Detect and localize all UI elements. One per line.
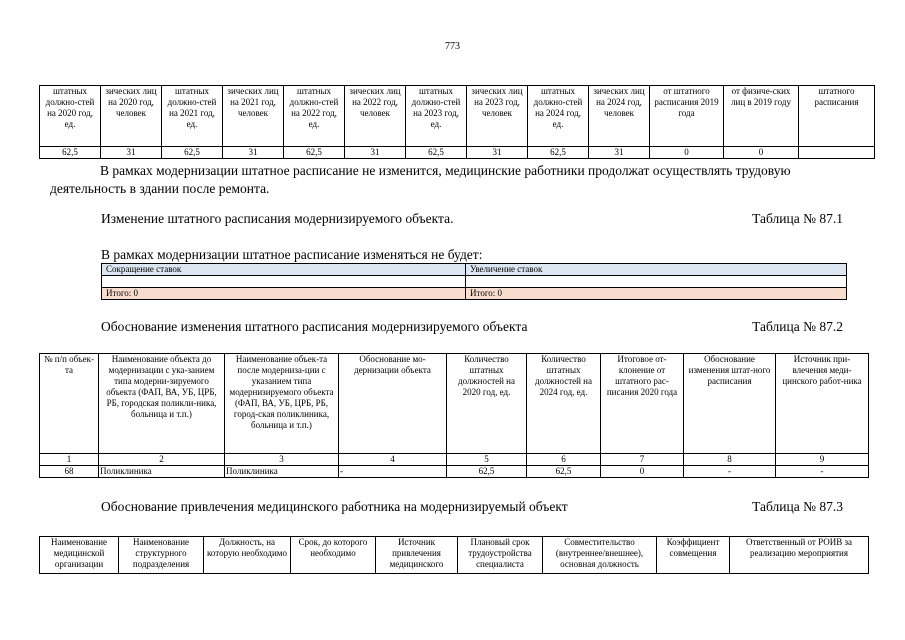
table-row (40, 466, 869, 478)
value-cell: 62,5 (40, 147, 101, 159)
table-label-87-1: Таблица № 87.1 (752, 211, 843, 226)
header-cell: Срок, до которого необходимо (291, 537, 376, 574)
table-label-87-3: Таблица № 87.3 (752, 499, 843, 514)
header-reduction: Сокращение ставок (102, 264, 466, 276)
table-label-87-2: Таблица № 87.2 (752, 319, 843, 334)
value-cell (799, 147, 875, 159)
header-cell: зических лиц на 2020 год, человек (101, 86, 162, 147)
justification-table (39, 353, 869, 478)
recruitment-table (39, 536, 869, 574)
value-cell: 31 (345, 147, 406, 159)
column-number: 8 (684, 454, 776, 466)
header-cell: штатных должно-стей на 2023 год, ед. (406, 86, 467, 147)
empty-cell (102, 276, 466, 288)
header-cell: Источник привлечения медицинского (376, 537, 458, 574)
header-cell: Наименование объек-та после модерниза-ции с указанием типа модернизируемого объекта (ФАП, ВА, УБ, ЦРБ, РБ, город-ская поликлиника, больница и т.п.) (225, 354, 339, 454)
value-cell: 62,5 (162, 147, 223, 159)
statement-no-change: В рамках модернизации штатное расписание изменяться не будет: (101, 247, 483, 262)
section-title-justification: Обоснование изменения штатного расписания модернизируемого объекта (101, 319, 528, 334)
header-cell: зических лиц на 2022 год, человек (345, 86, 406, 147)
column-number: 1 (40, 454, 99, 466)
table-header-row (40, 86, 875, 147)
section-title-staffing-change: Изменение штатного расписания модернизируемого объекта. (101, 211, 454, 226)
value-cell: 0 (724, 147, 799, 159)
header-cell: Коэффициент совмещения (657, 537, 730, 574)
page-number: 773 (445, 41, 460, 52)
positions-2020: 62,5 (447, 466, 527, 478)
positions-2024: 62,5 (527, 466, 601, 478)
column-number: 4 (339, 454, 447, 466)
column-number-row (40, 454, 869, 466)
empty-cell (466, 276, 847, 288)
header-cell: штатного расписания (799, 86, 875, 147)
table-row (40, 147, 875, 159)
value-cell: 62,5 (528, 147, 589, 159)
value-cell: 31 (589, 147, 650, 159)
header-cell: Ответственный от РОИВ за реализацию мероприятия (730, 537, 869, 574)
column-number: 5 (447, 454, 527, 466)
header-cell: Количество штатных должностей на 2024 год, ед. (527, 354, 601, 454)
header-cell: Наименование медицинской организации (40, 537, 119, 574)
header-cell: № п/п объек-та (40, 354, 99, 454)
header-cell: Наименование объекта до модернизации с ука-занием типа модерни-зируемого объекта (ФАП, ВА, УБ, ЦРБ, РБ, городская поликли-ника, больница и т.п.) (99, 354, 225, 454)
object-number: 68 (40, 466, 99, 478)
total-increase: Итого: 0 (466, 288, 847, 300)
table-header-row (40, 537, 869, 574)
header-cell: Наименование структурного подразделения (119, 537, 204, 574)
value-cell: 62,5 (284, 147, 345, 159)
object-after: Поликлиника (225, 466, 339, 478)
value-cell: 0 (650, 147, 724, 159)
value-cell: 31 (101, 147, 162, 159)
header-cell: Обоснование изменения штат-ного расписания (684, 354, 776, 454)
value-cell: 31 (223, 147, 284, 159)
header-cell: Совместительство (внутреннее/внешнее), основная должность (543, 537, 657, 574)
header-cell: Должность, на которую необходимо (204, 537, 291, 574)
header-cell: зических лиц на 2024 год, человек (589, 86, 650, 147)
total-reduction: Итого: 0 (102, 288, 466, 300)
header-cell: Плановый срок трудоустройства специалиста (458, 537, 543, 574)
header-increase: Увеличение ставок (466, 264, 847, 276)
column-number: 6 (527, 454, 601, 466)
header-cell: зических лиц на 2023 год, человек (467, 86, 528, 147)
worker-source: - (776, 466, 869, 478)
table-row (102, 276, 847, 288)
header-cell: Источник при-влечения меди-цинского работ-ника (776, 354, 869, 454)
value-cell: 31 (467, 147, 528, 159)
column-number: 2 (99, 454, 225, 466)
header-cell: от штатного расписания 2019 года (650, 86, 724, 147)
header-cell: зических лиц на 2021 год, человек (223, 86, 284, 147)
header-cell: штатных должно-стей на 2024 год, ед. (528, 86, 589, 147)
staffing-table-continuation (39, 85, 875, 159)
column-number: 3 (225, 454, 339, 466)
paragraph-staffing-unchanged: В рамках модернизации штатное расписание не изменится, медицинские работники продолжат осуществлять трудовую деятельность в здании после ремонта. (50, 163, 791, 196)
header-cell: Количество штатных должностей на 2020 год, ед. (447, 354, 527, 454)
table-header-row (40, 354, 869, 454)
section-title-recruitment: Обоснование привлечения медицинского работника на модернизируемый объект (101, 499, 568, 514)
header-cell: штатных должно-стей на 2022 год, ед. (284, 86, 345, 147)
header-cell: штатных должно-стей на 2020 год, ед. (40, 86, 101, 147)
column-number: 9 (776, 454, 869, 466)
column-number: 7 (601, 454, 684, 466)
object-before: Поликлиника (99, 466, 225, 478)
header-cell: от физиче-ских лиц в 2019 году (724, 86, 799, 147)
header-cell: Обоснование мо-дернизации объекта (339, 354, 447, 454)
modernization-justification: - (339, 466, 447, 478)
table-header-row (102, 264, 847, 276)
total-row (102, 288, 847, 300)
header-cell: Итоговое от-клонение от штатного рас-писания 2020 года (601, 354, 684, 454)
value-cell: 62,5 (406, 147, 467, 159)
change-justification: - (684, 466, 776, 478)
total-deviation: 0 (601, 466, 684, 478)
rate-change-table (101, 263, 847, 300)
header-cell: штатных должно-стей на 2021 год, ед. (162, 86, 223, 147)
